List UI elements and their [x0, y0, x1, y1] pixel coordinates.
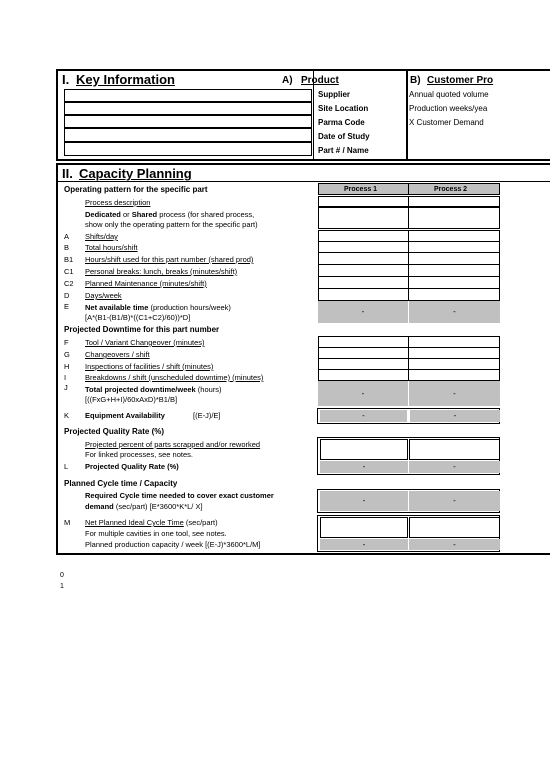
planned-capacity-label: Planned production capacity / week [(E-J)*3600*L/M] — [85, 540, 261, 549]
row-k-formula: [(E-J)/E] — [193, 411, 221, 420]
row-j-label-bold: Total projected downtime/week — [85, 385, 196, 394]
row-j-label — [85, 385, 222, 394]
row-m-label-rest: (sec/part) — [183, 518, 218, 527]
field-supplier: Supplier — [318, 90, 351, 99]
required-cycle-line2 — [85, 502, 203, 511]
row-j-label-rest: (hours) — [195, 385, 222, 394]
field-annual-volume: Annual quoted volume — [409, 90, 489, 99]
row-l-p1-value: - — [362, 462, 366, 471]
row-k-letter: K — [64, 411, 70, 420]
quality-scrap-label: Projected percent of parts scrapped and/or reworked — [85, 440, 261, 449]
key-info-divider-b — [406, 71, 408, 159]
row-e-p1-value: - — [361, 307, 365, 316]
row-m-label-u: Net Planned Ideal Cycle Time — [85, 518, 184, 527]
row-e-label-rest: (production hours/week) — [148, 303, 231, 312]
row-j-p2-value: - — [453, 389, 456, 398]
row-f-label: Tool / Variant Changeover (minutes) — [85, 338, 205, 347]
required-cycle-formula: (sec/part) [E*3600*K*L/ X] — [113, 502, 203, 511]
field-date-of-study: Date of Study — [318, 132, 370, 141]
planned-capacity-p1-value: - — [362, 540, 366, 549]
row-j-p1-value: - — [361, 389, 365, 398]
row-c2-label: Planned Maintenance (minutes/shift) — [85, 279, 207, 288]
row-e-label-bold: Net available time — [85, 303, 149, 312]
section1-title: Key Information — [76, 72, 175, 87]
row-l-p2-value: - — [453, 462, 456, 471]
customer-heading: Customer Pro — [427, 75, 494, 86]
row-h-label: Inspections of facilities / shift (minutes) — [85, 362, 214, 371]
row-c2-letter: C2 — [64, 279, 74, 288]
section2-number: II. — [62, 166, 73, 181]
section2-title: Capacity Planning — [79, 166, 192, 181]
row-e-formula: [A*(B1-(B1/B)*((C1+C2)/60))*D] — [85, 313, 191, 322]
key-info-input-4[interactable] — [64, 128, 312, 142]
row-d-label: Days/week — [85, 291, 122, 300]
footer-line-1: 0 — [60, 572, 64, 579]
planned-capacity-p2-value: - — [453, 540, 456, 549]
downtime-heading: Projected Downtime for this part number — [64, 325, 220, 334]
key-info-input-1[interactable] — [64, 89, 312, 102]
shared-word: Shared — [131, 210, 158, 219]
quality-scrap-p2[interactable] — [409, 439, 500, 460]
process-2-header: Process 2 — [434, 186, 468, 193]
row-h-letter: H — [64, 362, 70, 371]
row-d-p2[interactable] — [408, 288, 500, 301]
row-l-label: Projected Quality Rate (%) — [85, 462, 179, 471]
dedicated-shared-note: show only the operating pattern for the specific part) — [85, 220, 258, 229]
customer-letter: B) — [410, 75, 421, 86]
field-site-location: Site Location — [318, 104, 369, 113]
field-production-weeks: Production weeks/yea — [409, 104, 488, 113]
key-info-input-5[interactable] — [64, 142, 312, 156]
process-description-p2[interactable] — [408, 196, 500, 207]
key-info-input-2[interactable] — [64, 102, 312, 115]
row-e-label — [85, 303, 231, 312]
row-l-letter: L — [64, 462, 69, 471]
quality-scrap-p1[interactable] — [320, 439, 408, 460]
or-word: or — [120, 210, 132, 219]
row-d-p1[interactable] — [318, 288, 409, 301]
row-i-p2[interactable] — [408, 369, 500, 381]
row-d-letter: D — [64, 291, 70, 300]
row-e-p2-value: - — [453, 307, 456, 316]
capacity-title-underline — [58, 181, 550, 182]
row-m-label — [85, 518, 218, 527]
row-a-label: Shifts/day — [85, 232, 118, 241]
field-parma-code: Parma Code — [318, 118, 365, 127]
row-m-letter: M — [64, 518, 71, 527]
quality-linked-note: For linked processes, see notes. — [85, 450, 193, 459]
required-cycle-p1-value: - — [362, 496, 366, 505]
demand-word: demand — [85, 502, 114, 511]
quality-heading: Projected Quality Rate (%) — [64, 427, 165, 436]
key-info-input-3[interactable] — [64, 115, 312, 128]
row-b1-label: Hours/shift used for this part number (shared prod) — [85, 255, 254, 264]
row-i-p1[interactable] — [318, 369, 409, 381]
dedicated-word: Dedicated — [85, 210, 121, 219]
product-letter: A) — [282, 75, 293, 86]
row-m-p1[interactable] — [320, 517, 408, 538]
section1-number: I. — [62, 72, 70, 87]
process-description-p1[interactable] — [318, 196, 409, 207]
cycle-heading: Planned Cycle time / Capacity — [64, 479, 178, 488]
column-header-divider — [408, 183, 409, 195]
row-k-label: Equipment Availability — [85, 411, 165, 420]
row-a-letter: A — [64, 232, 70, 241]
process-description-label: Process description — [85, 198, 151, 207]
field-customer-demand: X Customer Demand — [409, 118, 484, 127]
row-g-letter: G — [64, 350, 70, 359]
row-j-formula: [((FxG+H+I)/60xAxD)*B1/B] — [85, 395, 178, 404]
row-c1-letter: C1 — [64, 267, 74, 276]
row-b-label: Total hours/shift — [85, 243, 138, 252]
required-cycle-p2-value: - — [453, 496, 456, 505]
row-k-p1-value: - — [362, 411, 365, 420]
row-g-label: Changeovers / shift — [85, 350, 150, 359]
row-m-p2[interactable] — [409, 517, 500, 538]
dedicated-rest: process (for shared process, — [157, 210, 255, 219]
row-i-letter: I — [64, 373, 67, 382]
dedicated-shared-label — [85, 210, 254, 219]
row-i-label: Breakdowns / shift (unscheduled downtime) (minutes) — [85, 373, 264, 382]
process-1-header: Process 1 — [344, 186, 378, 193]
row-f-letter: F — [64, 338, 69, 347]
product-heading: Product — [301, 75, 339, 86]
row-j-letter: J — [64, 383, 68, 392]
dedicated-shared-p2[interactable] — [408, 207, 500, 229]
footer-line-2: 1 — [60, 583, 64, 590]
operating-pattern-heading: Operating pattern for the specific part — [64, 185, 208, 194]
row-m-cavities-note: For multiple cavities in one tool, see notes. — [85, 529, 227, 538]
field-part-name: Part # / Name — [318, 146, 369, 155]
row-b-letter: B — [64, 243, 70, 252]
row-e-letter: E — [64, 302, 70, 311]
required-cycle-label: Required Cycle time needed to cover exact customer — [85, 491, 274, 500]
dedicated-shared-p1[interactable] — [318, 207, 409, 229]
row-b1-letter: B1 — [64, 255, 74, 264]
row-k-p2-value: - — [453, 411, 457, 420]
row-c1-label: Personal breaks: lunch, breaks (minutes/shift) — [85, 267, 238, 276]
